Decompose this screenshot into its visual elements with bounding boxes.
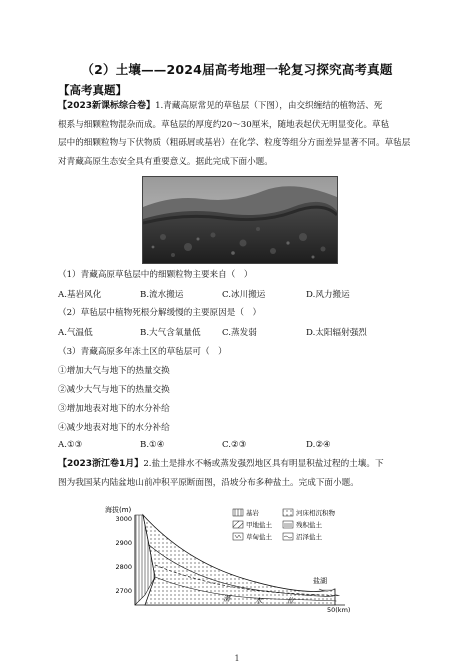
legend-label: 草甸盐土 bbox=[246, 533, 272, 541]
subq3-option-c: C.②③ bbox=[222, 440, 247, 450]
legend-label: 残积盐土 bbox=[296, 521, 322, 529]
y-tick: 3000 bbox=[115, 515, 132, 523]
water-table-label: 位 bbox=[287, 597, 294, 605]
subq2-option-d: D.太阳辐射强烈 bbox=[306, 328, 367, 338]
y-tick: 2800 bbox=[115, 563, 132, 571]
subq3-item: ③增加地表对地下的水分补给 bbox=[58, 404, 170, 414]
subq1-option-a: A.基岩风化 bbox=[58, 290, 102, 300]
passage-line: 1.青藏高原常见的草毡层（下图），由交织缠结的植物活、死 bbox=[155, 101, 383, 111]
subq3-option-b: B.①④ bbox=[140, 440, 165, 450]
turf-layer-photo bbox=[142, 176, 338, 264]
subq3-option-d: D.②④ bbox=[306, 440, 331, 450]
salt-lake-label: 盐湖 bbox=[313, 577, 327, 585]
document-title: （2）土壤——2024届高考地理一轮复习探究高考真题 bbox=[81, 62, 393, 77]
subq3-option-a: A.①③ bbox=[58, 440, 83, 450]
question-2-passage bbox=[58, 455, 420, 492]
subq3-item: ②减少大气与地下的热量交换 bbox=[58, 385, 170, 395]
passage-line: 对青藏高原生态安全具有重要意义。据此完成下面小题。 bbox=[58, 156, 273, 167]
subq2-option-c: C.蒸发弱 bbox=[222, 328, 257, 338]
alluvial-plain-cross-section bbox=[105, 505, 365, 613]
legend-label: 甲地盐土 bbox=[246, 521, 272, 529]
y-axis-label: 海拔(m) bbox=[105, 506, 132, 514]
subq1-option-c: C.冰川搬运 bbox=[222, 290, 266, 300]
subq2-option-b: B.大气含氧量低 bbox=[140, 328, 201, 338]
subq1-option-d: D.风力搬运 bbox=[306, 290, 350, 300]
passage-line: 层中的细颗粒物与下伏物质（粗砾屑或基岩）在化学、粒度等组分方面差异显著不同。草毡层 bbox=[58, 138, 411, 148]
subq3-item: ④减少地表对地下的水分补给 bbox=[58, 423, 170, 433]
subq2-option-a: A.气温低 bbox=[58, 328, 93, 338]
diagram-legend bbox=[233, 508, 336, 541]
subq3-item: ①增加大气与地下的热量交换 bbox=[58, 366, 170, 376]
passage-line: 2.盐土是排水不畅或蒸发强烈地区具有明显积盐过程的土壤。下 bbox=[143, 459, 384, 469]
page-number: 1 bbox=[234, 654, 240, 663]
y-tick: 2900 bbox=[115, 539, 132, 547]
subquestion-2-stem: （2）草毡层中植物死根分解缓慢的主要原因是（ ） bbox=[58, 308, 262, 318]
section-heading: 【高考真题】 bbox=[58, 83, 127, 97]
question-2-source-tag: 【2023浙江卷1月】 bbox=[58, 459, 144, 469]
legend-label: 河床相沉积物 bbox=[296, 509, 335, 517]
subquestion-3-stem: （3）青藏高原多年冻土区的草毡层可（ ） bbox=[58, 347, 227, 357]
x-axis-end-label: 50(km) bbox=[327, 606, 351, 613]
water-table-label: 水 bbox=[255, 597, 262, 605]
legend-label: 沼泽盐土 bbox=[296, 533, 322, 541]
subq1-option-b: B.流水搬运 bbox=[140, 290, 184, 300]
legend-label: 基岩 bbox=[246, 509, 259, 517]
question-1-passage bbox=[58, 97, 420, 171]
question-1-source-tag: 【2023新课标综合卷】 bbox=[58, 101, 156, 111]
passage-line: 图为我国某内陆盆地山前冲积平原断面图，沿坡分布多种盐土。完成下面小题。 bbox=[58, 477, 359, 488]
passage-line: 根系与细颗粒物混杂而成。草毡层的厚度约20～30厘米，随地表起伏无明显变化。草毡 bbox=[58, 119, 390, 130]
subquestion-1-stem: （1）青藏高原草毡层中的细颗粒物主要来自（ ） bbox=[58, 270, 253, 280]
y-tick: 2700 bbox=[115, 587, 132, 595]
water-table-label: 潜 bbox=[223, 595, 230, 603]
